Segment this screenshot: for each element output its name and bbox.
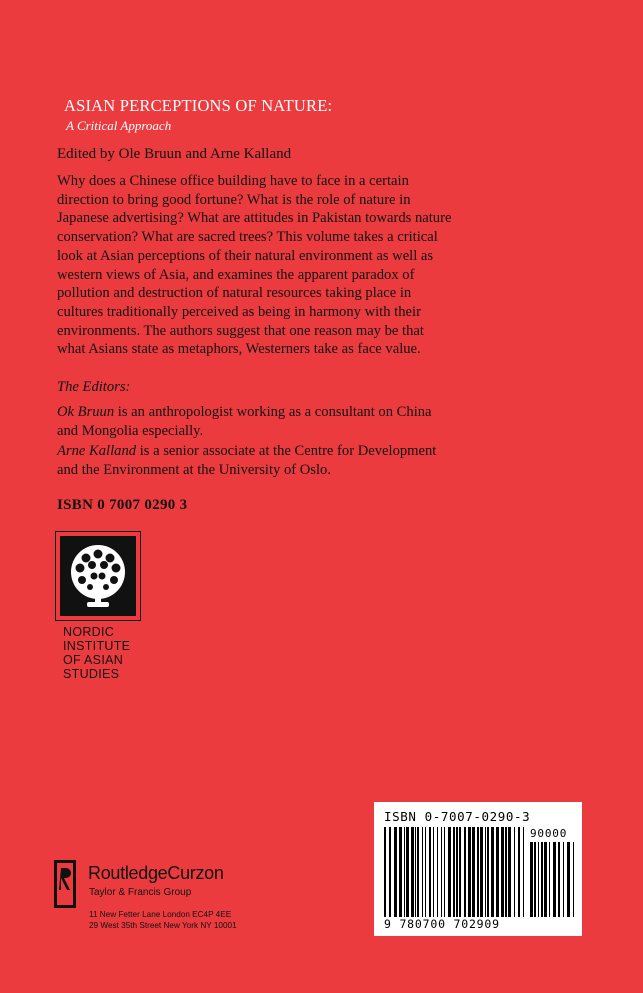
barcode-bar: [534, 842, 536, 917]
barcode-bar: [501, 827, 504, 917]
barcode-bar: [541, 842, 543, 917]
editor1-bio: [57, 403, 453, 440]
barcode-bar: [518, 827, 520, 917]
barcode-bar: [441, 827, 442, 917]
barcode-bar: [514, 827, 515, 917]
barcode-bar: [425, 827, 426, 917]
ean-barcode-bars: [384, 827, 524, 917]
barcode-bar: [429, 827, 431, 917]
editor2-name: Arne Kalland: [57, 443, 137, 459]
book-description: Why does a Chinese office building have to face in a certain direction to bring good fortune? What is the role of nature in Japanese advertising? What are attitudes in Pakistan towards nature conservation? What are sacred trees? This volume takes a critical look at Asian perceptions of their natural environment as well as western views of Asia, and examines the apparent paradox of pollution and destruction of natural resources taking place in cultures traditionally perceived as being in harmony with their environments. The authors suggest that one reason may be that what Asians state as metaphors, Westerners take as face value.: [57, 173, 452, 358]
barcode-bar: [437, 827, 438, 917]
book-title: ASIAN PERCEPTIONS OF NATURE:: [64, 96, 333, 115]
barcode-bar: [530, 842, 533, 917]
barcode-bar: [468, 827, 471, 917]
publisher-block: [54, 858, 274, 936]
institute-line: STUDIES: [63, 667, 120, 681]
institute-line: NORDIC: [63, 625, 115, 639]
editors-line: Edited by Ole Bruun and Arne Kalland: [57, 146, 292, 162]
editor1-bio-text: is an anthropologist working as a consultant on China and Mongolia especially.: [57, 404, 432, 439]
publisher-name: RoutledgeCurzon: [88, 863, 224, 883]
institute-line: INSTITUTE: [63, 639, 131, 653]
barcode-bar: [544, 842, 547, 917]
barcode-bar: [558, 842, 560, 917]
institute-name: [63, 625, 130, 681]
editors-heading: The Editors:: [57, 379, 131, 395]
barcode-bar: [549, 842, 550, 917]
editor1-name: Ok Bruun: [57, 404, 115, 420]
barcode-bar: [415, 827, 416, 917]
publisher-address-newyork: 29 West 35th Street New York NY 10001: [89, 921, 237, 930]
publisher-address-london: 11 New Fetter Lane London EC4P 4EE: [89, 910, 232, 919]
ean-digits: 9 780700 702909: [384, 917, 500, 931]
barcode-bar: [553, 842, 556, 917]
barcode-bar: [523, 827, 524, 917]
barcode-bar: [464, 827, 466, 917]
barcode-bar: [563, 842, 564, 917]
isbn-text: ISBN 0 7007 0290 3: [57, 497, 188, 513]
barcode-bar: [459, 827, 461, 917]
barcode-bar: [538, 842, 539, 917]
barcode-bar: [573, 842, 574, 917]
tree-icon: [60, 536, 136, 616]
barcode-bar: [487, 827, 489, 917]
barcode-bar: [505, 827, 507, 917]
barcode-bar: [453, 827, 455, 917]
barcode-bar: [384, 827, 386, 917]
barcode-bar: [472, 827, 475, 917]
barcode-bar: [508, 827, 511, 917]
barcode-bar: [491, 827, 494, 917]
price-code: 90000: [530, 827, 568, 840]
barcode-bar: [480, 827, 483, 917]
barcode-bar: [406, 827, 409, 917]
barcode-bar: [477, 827, 479, 917]
barcode-bar: [448, 827, 451, 917]
addon-barcode-bars: [530, 842, 574, 917]
book-subtitle: A Critical Approach: [66, 118, 172, 133]
barcode-bar: [394, 827, 397, 917]
barcode: [374, 802, 582, 936]
publisher-group: Taylor & Francis Group: [89, 887, 192, 898]
barcode-bar: [417, 827, 419, 917]
barcode-bar: [485, 827, 486, 917]
nias-logo: [55, 531, 141, 621]
barcode-bar: [567, 842, 570, 917]
editor2-bio: [57, 442, 453, 479]
editor2-bio-text: is a senior associate at the Centre for Development and the Environment at the University of Oslo.: [57, 443, 437, 478]
barcode-bar: [433, 827, 434, 917]
barcode-bar: [496, 827, 499, 917]
barcode-bar: [456, 827, 458, 917]
barcode-bar: [399, 827, 402, 917]
barcode-bar: [389, 827, 391, 917]
institute-line: OF ASIAN: [63, 653, 124, 667]
barcode-isbn-label: ISBN 0-7007-0290-3: [384, 809, 531, 824]
routledge-r-icon: [54, 860, 76, 908]
barcode-bar: [411, 827, 414, 917]
barcode-bar: [444, 827, 445, 917]
barcode-bar: [404, 827, 405, 917]
barcode-bar: [422, 827, 423, 917]
